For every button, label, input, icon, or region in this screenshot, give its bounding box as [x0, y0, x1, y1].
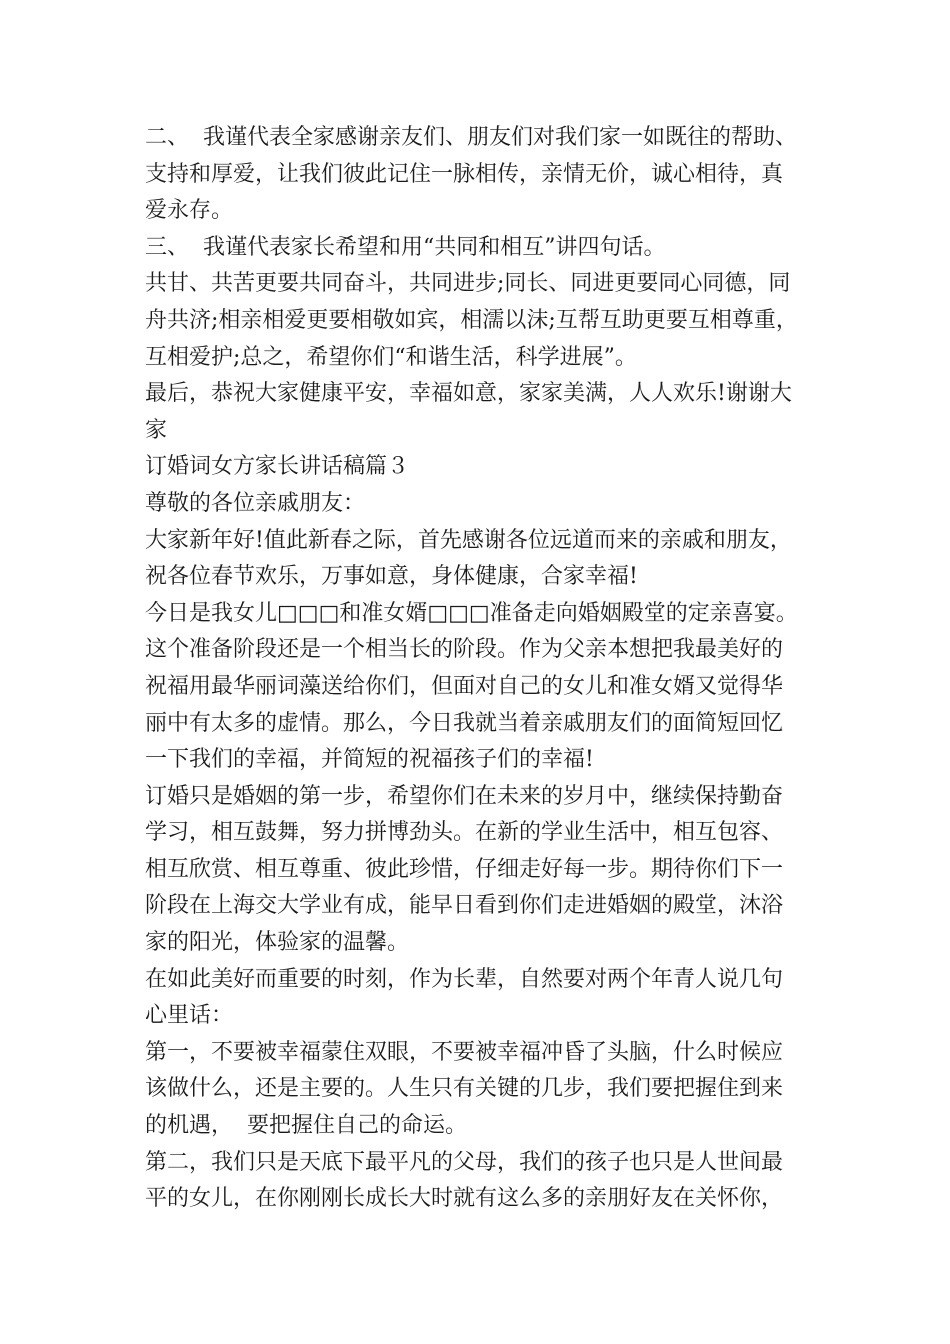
- text-line: 最后，恭祝大家健康平安，幸福如意，家家美满，人人欢乐!谢谢大: [145, 381, 792, 407]
- text-line: 丽中有太多的虚情。那么，今日我就当着亲戚朋友们的面简短回忆: [145, 710, 784, 736]
- text-line: 互相爱护;总之，希望你们“和谐生活，科学进展”。: [145, 344, 637, 370]
- text-line: 祝各位春节欢乐，万事如意，身体健康，合家幸福!: [145, 564, 638, 590]
- text-line: 家的阳光，体验家的温馨。: [145, 930, 410, 956]
- text-line: 的机遇， 要把握住自己的命运。: [145, 1113, 467, 1139]
- text-line: 今日是我女儿□□□和准女婿□□□准备走向婚姻殿堂的定亲喜宴。: [145, 600, 798, 626]
- text-line: 第二，我们只是天底下最平凡的父母，我们的孩子也只是人世间最: [145, 1149, 784, 1175]
- text-line: 平的女儿，在你刚刚长成长大时就有这么多的亲朋好友在关怀你，: [145, 1186, 784, 1212]
- text-line: 该做什么，还是主要的。人生只有关键的几步，我们要把握住到来: [145, 1076, 784, 1102]
- document-body: [145, 120, 825, 1218]
- text-line: 支持和厚爱，让我们彼此记住一脉相传，亲情无价，诚心相待，真: [145, 161, 784, 187]
- text-line: 这个准备阶段还是一个相当长的阶段。作为父亲本想把我最美好的: [145, 637, 784, 663]
- text-line: 家: [145, 417, 168, 443]
- text-line: 学习，相互鼓舞，努力拼博劲头。在新的学业生活中，相互包容、: [145, 820, 784, 846]
- text-line: 第一，不要被幸福蒙住双眼，不要被幸福冲昏了头脑，什么时候应: [145, 1039, 784, 1065]
- text-line: 舟共济;相亲相爱更要相敬如宾，相濡以沫;互帮互助更要互相尊重，: [145, 307, 798, 333]
- section-heading: 订婚词女方家长讲话稿篇３: [145, 454, 410, 480]
- salutation: 尊敬的各位亲戚朋友：: [145, 490, 366, 516]
- text-line: 共甘、共苦更要共同奋斗，共同进步;同长、同进更要同心同德，同: [145, 271, 791, 297]
- text-line: 三、 我谨代表家长希望和用“共同和相互”讲四句话。: [145, 234, 666, 260]
- text-line: 订婚只是婚姻的第一步，希望你们在未来的岁月中，继续保持勤奋: [145, 783, 784, 809]
- text-line: 心里话：: [145, 1003, 234, 1029]
- text-line: 大家新年好!值此新春之际，首先感谢各位远道而来的亲戚和朋友，: [145, 527, 792, 553]
- text-line: 一下我们的幸福，并简短的祝福孩子们的幸福!: [145, 747, 594, 773]
- text-line: 在如此美好而重要的时刻，作为长辈，自然要对两个年青人说几句: [145, 966, 784, 992]
- text-line: 祝福用最华丽词藻送给你们，但面对自己的女儿和准女婿又觉得华: [145, 673, 784, 699]
- text-line: 爱永存。: [145, 198, 234, 224]
- text-line: 阶段在上海交大学业有成，能早日看到你们走进婚姻的殿堂，沐浴: [145, 893, 784, 919]
- text-line: 二、 我谨代表全家感谢亲友们、朋友们对我们家一如既往的帮助、: [145, 125, 797, 150]
- text-line: 相互欣赏、相互尊重、彼此珍惜，仔细走好每一步。期待你们下一: [145, 856, 784, 882]
